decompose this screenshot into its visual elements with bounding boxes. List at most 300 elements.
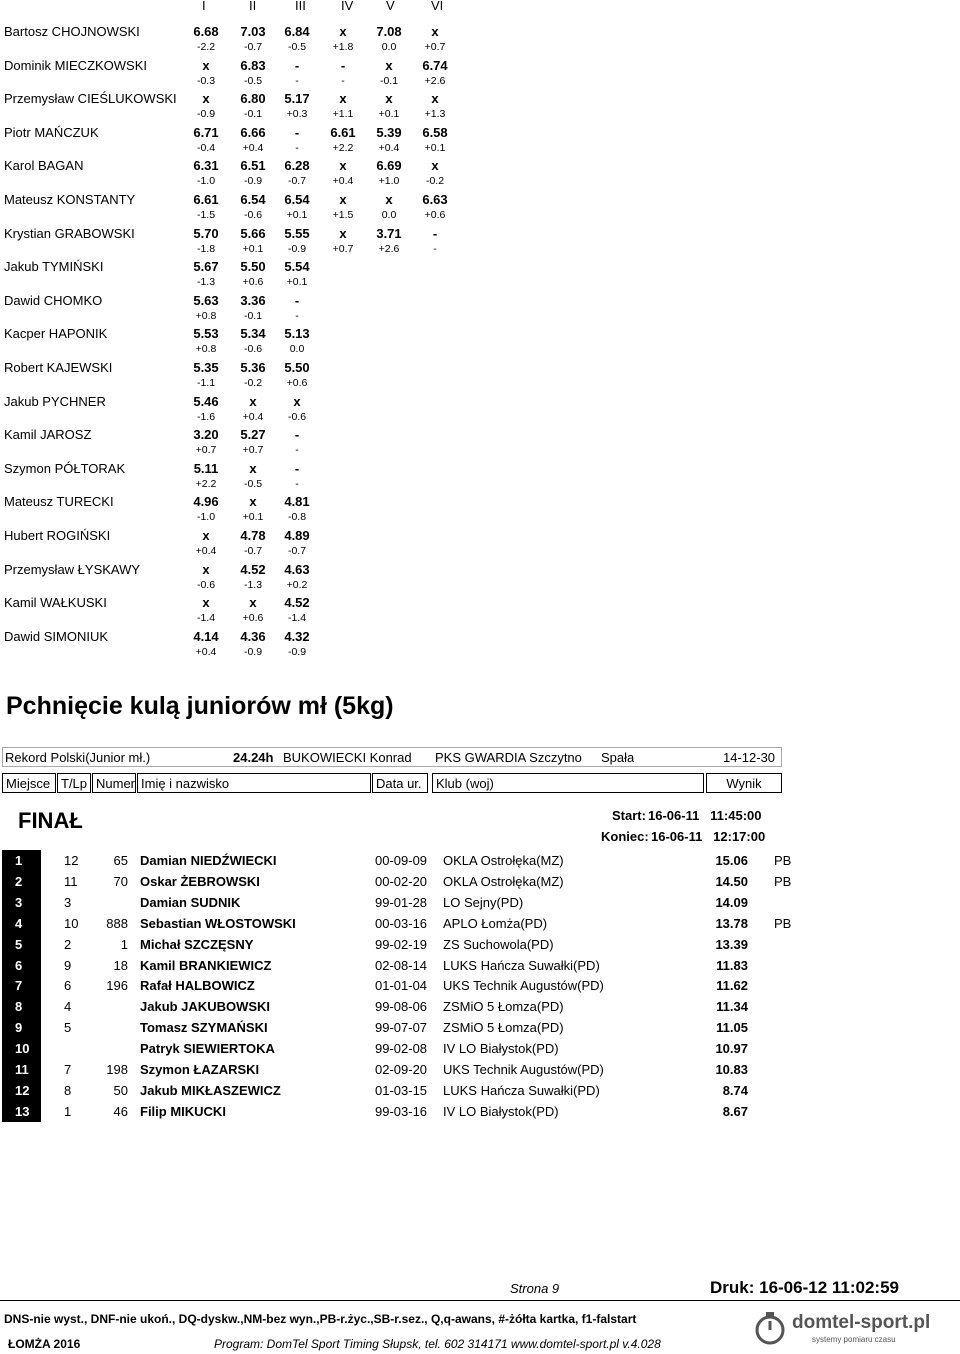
name-cell: Rafał HALBOWICZ xyxy=(140,978,255,994)
attempt-wind: +0.1 xyxy=(242,511,264,524)
attempt-result: 4.81 xyxy=(284,494,310,510)
table-row xyxy=(2,871,792,891)
lane-cell: 4 xyxy=(64,999,72,1015)
birth-cell: 01-03-15 xyxy=(375,1082,428,1098)
place-cell: 4 xyxy=(2,913,41,934)
attempt-wind: +1.3 xyxy=(424,108,446,121)
record-row xyxy=(2,747,782,767)
attempt-result: 6.28 xyxy=(284,158,310,174)
attempt-wind: -0.6 xyxy=(243,343,263,356)
name-cell: Jakub JAKUBOWSKI xyxy=(140,999,271,1015)
attempt-result: 5.35 xyxy=(193,360,219,375)
number-cell: 198 xyxy=(106,1062,128,1077)
attempt-result: 5.63 xyxy=(193,292,219,308)
lane-cell: 10 xyxy=(64,915,79,931)
attempt-wind: -0.6 xyxy=(196,578,216,591)
table-row xyxy=(2,1059,792,1079)
name-cell: Michał SZCZĘSNY xyxy=(140,936,254,952)
result-cell: 8.67 xyxy=(722,1103,748,1119)
place-cell: 12 xyxy=(2,1080,41,1101)
attempt-result: 5.50 xyxy=(240,259,266,275)
attempt-result: - xyxy=(294,460,300,476)
attempt-result: x xyxy=(431,158,439,174)
athlete-name: Szymon PÓŁTORAK xyxy=(4,460,126,476)
name-cell: Jakub MIKŁASZEWICZ xyxy=(140,1082,281,1098)
attempt-wind: -1.3 xyxy=(196,276,216,289)
result-cell: 11.83 xyxy=(716,957,748,973)
place-cell: 1 xyxy=(2,850,41,871)
attempt-result: x xyxy=(293,393,301,409)
attempt-wind: -0.1 xyxy=(243,309,263,322)
col-name: Imię i nazwisko xyxy=(137,773,371,793)
athlete-name: Mateusz TURECKI xyxy=(4,494,114,510)
attempt-wind: +0.1 xyxy=(286,209,308,221)
attempt-wind: +2.6 xyxy=(424,74,446,87)
number-cell: 888 xyxy=(106,915,128,931)
attempt-result: - xyxy=(294,427,300,443)
logo-subtext: systemy pomiaru czasu xyxy=(812,1335,896,1344)
attempt-wind: -0.7 xyxy=(243,41,263,53)
attempt-wind: +1.0 xyxy=(378,175,400,188)
athlete-name: Piotr MAŃCZUK xyxy=(4,124,99,140)
stopwatch-icon xyxy=(752,1310,788,1346)
record-label: Rekord Polski(Junior mł.) xyxy=(5,750,151,765)
club-cell: UKS Technik Augustów(PD) xyxy=(443,978,604,994)
attempt-result: x xyxy=(385,91,393,107)
athlete-name: Kamil WAŁKUSKI xyxy=(4,595,107,611)
record-club: PKS GWARDIA Szczytno xyxy=(435,750,582,765)
birth-cell: 00-02-20 xyxy=(375,873,428,889)
place-cell: 11 xyxy=(2,1059,41,1080)
attempt-wind: +0.6 xyxy=(242,276,264,289)
attempt-result: 6.84 xyxy=(284,24,310,39)
table-row xyxy=(2,934,792,954)
table-row xyxy=(2,996,792,1016)
attempt-wind: -1.3 xyxy=(243,578,263,591)
club-cell: ZSMiO 5 Łomza(PD) xyxy=(443,999,564,1015)
attempt-result: 4.14 xyxy=(193,628,219,644)
results-column-headers xyxy=(2,773,780,795)
attempt-wind: -1.0 xyxy=(196,175,216,188)
table-row xyxy=(2,955,792,975)
attempt-wind: 0.0 xyxy=(381,41,397,53)
name-cell: Damian SUDNIK xyxy=(140,894,241,910)
col-result: Wynik xyxy=(706,773,782,793)
birth-cell: 99-07-07 xyxy=(375,1020,428,1036)
place-cell: 8 xyxy=(2,996,41,1017)
athlete-name: Kamil JAROSZ xyxy=(4,427,92,443)
round-header: V xyxy=(386,0,395,13)
attempt-wind: +1.8 xyxy=(332,41,354,53)
birth-cell: 99-02-08 xyxy=(375,1041,428,1057)
club-cell: IV LO Białystok(PD) xyxy=(443,1103,559,1119)
attempt-result: 5.70 xyxy=(193,225,219,241)
attempt-result: 6.63 xyxy=(422,192,448,207)
attempt-result: 6.80 xyxy=(240,91,266,107)
attempt-result: 6.69 xyxy=(376,158,402,174)
result-cell: 14.50 xyxy=(715,873,748,889)
attempt-wind: +0.8 xyxy=(195,343,217,356)
name-cell: Patryk SIEWIERTOKA xyxy=(140,1041,275,1057)
attempt-result: 6.83 xyxy=(240,57,266,73)
club-cell: ZSMiO 5 Łomza(PD) xyxy=(443,1020,564,1036)
number-cell: 46 xyxy=(113,1103,128,1119)
col-lane: T/Lp xyxy=(57,773,91,793)
record-date: 14-12-30 xyxy=(723,750,776,765)
attempt-result: x xyxy=(339,158,347,174)
logo-text: domtel-sport.pl xyxy=(792,1312,931,1333)
attempt-result: 6.74 xyxy=(422,57,448,73)
attempt-result: x xyxy=(249,494,257,510)
place-cell: 3 xyxy=(2,892,41,913)
round-header: II xyxy=(249,0,257,13)
print-date: Druk: 16-06-12 11:02:59 xyxy=(710,1278,900,1297)
attempt-result: 5.39 xyxy=(376,124,402,140)
lane-cell: 7 xyxy=(64,1062,72,1077)
attempt-result: 6.66 xyxy=(240,124,266,140)
attempt-result: 6.54 xyxy=(284,192,310,207)
attempt-wind: -2.2 xyxy=(196,41,216,53)
name-cell: Sebastian WŁOSTOWSKI xyxy=(140,915,296,931)
attempt-result: x xyxy=(431,24,439,39)
place-cell: 9 xyxy=(2,1017,41,1038)
number-cell: 50 xyxy=(113,1082,128,1098)
number-cell: 65 xyxy=(113,853,128,868)
athlete-name: Dawid SIMONIUK xyxy=(4,628,109,644)
attempt-wind: +2.2 xyxy=(332,141,354,154)
attempt-result: 5.11 xyxy=(193,460,219,476)
attempt-wind: +0.1 xyxy=(424,141,446,154)
attempt-wind: -1.4 xyxy=(287,612,307,625)
attempt-wind: -0.1 xyxy=(243,108,263,121)
attempt-result: x xyxy=(431,91,439,107)
footer-rule xyxy=(0,1300,960,1301)
name-cell: Tomasz SZYMAŃSKI xyxy=(140,1020,268,1036)
attempt-result: x xyxy=(249,393,257,409)
attempt-wind: +0.7 xyxy=(424,41,446,53)
table-row xyxy=(2,1017,792,1037)
birth-cell: 01-01-04 xyxy=(375,978,428,994)
table-row xyxy=(2,892,792,912)
attempt-result: x xyxy=(339,24,347,39)
attempt-wind: -0.9 xyxy=(243,175,263,188)
attempt-wind: +0.4 xyxy=(242,141,264,154)
lane-cell: 1 xyxy=(64,1103,72,1119)
attempt-wind: -0.9 xyxy=(287,242,307,255)
table-row xyxy=(2,1038,792,1058)
attempt-wind: +2.6 xyxy=(378,242,400,255)
attempt-wind: - xyxy=(433,242,437,255)
table-row xyxy=(2,850,792,870)
attempt-wind: -0.5 xyxy=(243,477,263,490)
athlete-name: Mateusz KONSTANTY xyxy=(4,192,136,207)
attempt-result: 5.17 xyxy=(284,91,310,107)
result-cell: 13.78 xyxy=(715,915,748,931)
attempt-result: 5.55 xyxy=(284,225,310,241)
attempt-result: 4.52 xyxy=(240,561,266,577)
number-cell: 1 xyxy=(120,936,128,952)
attempt-wind: +0.6 xyxy=(286,377,308,389)
attempt-result: 4.52 xyxy=(284,595,310,611)
lane-cell: 2 xyxy=(64,936,72,952)
birth-cell: 02-09-20 xyxy=(375,1062,428,1077)
attempt-wind: -0.9 xyxy=(196,108,216,121)
attempt-result: 4.63 xyxy=(284,561,310,577)
athlete-name: Bartosz CHOJNOWSKI xyxy=(4,24,140,39)
round-header: IV xyxy=(341,0,354,13)
attempt-wind: -0.7 xyxy=(287,545,307,557)
attempt-result: 4.96 xyxy=(193,494,219,510)
attempt-result: 6.61 xyxy=(330,124,356,140)
attempt-result: 3.20 xyxy=(193,427,219,443)
attempt-wind: -1.6 xyxy=(196,410,216,423)
lane-cell: 3 xyxy=(64,894,72,910)
attempt-wind: +1.1 xyxy=(332,108,354,121)
attempt-result: 5.54 xyxy=(284,259,310,275)
athlete-name: Kacper HAPONIK xyxy=(4,326,108,342)
attempt-wind: -0.1 xyxy=(379,74,399,87)
attempt-result: x xyxy=(202,595,210,611)
attempt-result: - xyxy=(294,57,300,73)
attempt-wind: +0.4 xyxy=(332,175,354,188)
attempt-result: x xyxy=(385,192,393,207)
result-cell: 11.62 xyxy=(716,978,748,994)
attempt-result: - xyxy=(340,57,346,73)
result-cell: 10.97 xyxy=(715,1041,748,1057)
athlete-name: Karol BAGAN xyxy=(4,158,84,174)
table-row xyxy=(2,1080,792,1100)
result-cell: 13.39 xyxy=(715,936,748,952)
athlete-name: Krystian GRABOWSKI xyxy=(4,225,135,241)
attempt-wind: -0.7 xyxy=(243,545,263,557)
club-cell: OKLA Ostrołęka(MZ) xyxy=(443,873,564,889)
attempt-wind: +0.7 xyxy=(332,242,354,255)
result-cell: 15.06 xyxy=(715,853,748,868)
birth-cell: 99-01-28 xyxy=(375,894,428,910)
lane-cell: 9 xyxy=(64,957,72,973)
attempt-wind: -0.2 xyxy=(243,377,263,389)
attempt-wind: -0.5 xyxy=(243,74,263,87)
attempt-wind: -0.8 xyxy=(287,511,307,524)
place-cell: 2 xyxy=(2,871,41,892)
col-place: Miejsce xyxy=(2,773,56,793)
attempt-result: - xyxy=(294,292,300,308)
start-time: 16-06-11 11:45:00 xyxy=(648,808,762,823)
attempt-wind: - xyxy=(295,477,299,490)
attempt-result: 4.32 xyxy=(284,628,310,644)
attempt-result: 6.68 xyxy=(193,24,219,39)
attempt-wind: +0.4 xyxy=(195,545,217,557)
attempt-result: 5.46 xyxy=(193,393,219,409)
end-time: 16-06-11 12:17:00 xyxy=(651,829,766,844)
attempt-result: 5.50 xyxy=(284,360,310,375)
birth-cell: 00-03-16 xyxy=(375,915,428,931)
lane-cell: 8 xyxy=(64,1082,72,1098)
note-cell: PB xyxy=(774,915,792,931)
result-cell: 11.05 xyxy=(716,1020,748,1036)
attempt-result: 7.03 xyxy=(240,24,266,39)
attempt-result: 5.36 xyxy=(240,360,266,375)
lane-cell: 5 xyxy=(64,1020,72,1036)
attempt-wind: +0.6 xyxy=(242,612,264,625)
col-number: Numer xyxy=(92,773,136,793)
result-cell: 8.74 xyxy=(722,1082,748,1098)
lane-cell: 11 xyxy=(64,873,78,889)
athlete-name: Robert KAJEWSKI xyxy=(4,360,113,375)
table-row xyxy=(2,975,792,995)
number-cell: 196 xyxy=(106,978,128,994)
attempt-wind: - xyxy=(295,141,299,154)
attempt-wind: -1.0 xyxy=(196,511,216,524)
attempt-result: 5.66 xyxy=(240,225,266,241)
attempt-result: 6.54 xyxy=(240,192,266,207)
number-cell: 18 xyxy=(113,957,128,973)
note-cell: PB xyxy=(774,853,792,868)
club-cell: APLO Łomża(PD) xyxy=(443,915,548,931)
athlete-name: Przemysław CIEŚLUKOWSKI xyxy=(4,91,177,107)
attempt-wind: +0.3 xyxy=(286,108,308,121)
attempt-wind: +0.4 xyxy=(242,410,264,423)
attempt-wind: -1.4 xyxy=(196,612,216,625)
attempt-wind: +1.5 xyxy=(332,209,354,221)
attempt-result: x xyxy=(385,57,393,73)
attempt-result: 6.31 xyxy=(193,158,219,174)
round-header: VI xyxy=(431,0,444,13)
attempt-result: x xyxy=(249,460,257,476)
start-label: Start: xyxy=(612,808,646,823)
place-cell: 5 xyxy=(2,934,41,955)
attempt-wind: +2.2 xyxy=(195,477,217,490)
attempt-result: - xyxy=(294,124,300,140)
club-cell: LUKS Hańcza Suwałki(PD) xyxy=(443,1082,600,1098)
attempt-result: x xyxy=(339,225,347,241)
table-row xyxy=(2,1101,792,1121)
program-info: Program: DomTel Sport Timing Słupsk, tel. 602 314171 www.domtel-sport.pl v.4.028 xyxy=(214,1337,661,1351)
attempt-result: 7.08 xyxy=(376,24,402,39)
birth-cell: 99-08-06 xyxy=(375,999,428,1015)
attempt-result: 6.51 xyxy=(240,158,266,174)
place-cell: 7 xyxy=(2,975,41,996)
round-header: I xyxy=(202,0,206,13)
attempt-result: 6.58 xyxy=(422,124,448,140)
athlete-name: Dominik MIECZKOWSKI xyxy=(4,57,148,73)
attempt-wind: +0.1 xyxy=(286,276,308,289)
attempt-result: x xyxy=(202,528,210,543)
lane-cell: 12 xyxy=(64,853,79,868)
attempt-wind: -1.5 xyxy=(196,209,216,221)
attempt-wind: +0.1 xyxy=(242,242,264,255)
attempt-wind: - xyxy=(295,74,299,87)
attempt-wind: -0.9 xyxy=(287,645,307,658)
attempt-wind: 0.0 xyxy=(289,343,305,356)
attempt-wind: - xyxy=(341,74,345,87)
athlete-name: Dawid CHOMKO xyxy=(4,292,103,308)
attempt-result: 5.27 xyxy=(240,427,266,443)
club-cell: UKS Technik Augustów(PD) xyxy=(443,1062,604,1077)
attempt-result: 6.71 xyxy=(193,124,219,140)
attempt-result: x xyxy=(202,57,210,73)
domtel-logo xyxy=(752,1308,931,1348)
place-cell: 6 xyxy=(2,955,41,976)
club-cell: OKLA Ostrołęka(MZ) xyxy=(443,853,564,868)
attempt-result: - xyxy=(432,225,438,241)
birth-cell: 99-03-16 xyxy=(375,1103,428,1119)
birth-cell: 02-08-14 xyxy=(375,957,428,973)
athlete-name: Hubert ROGIŃSKI xyxy=(4,528,111,543)
attempt-wind: +0.2 xyxy=(286,578,308,591)
attempt-wind: -0.4 xyxy=(196,141,216,154)
attempt-wind: 0.0 xyxy=(381,209,397,221)
attempt-result: 5.34 xyxy=(240,326,266,342)
attempt-wind: -0.6 xyxy=(243,209,263,221)
place-cell: 10 xyxy=(2,1038,41,1059)
attempt-wind: - xyxy=(295,309,299,322)
attempt-wind: +0.6 xyxy=(424,209,446,221)
attempt-result: 5.67 xyxy=(193,259,219,275)
end-label: Koniec: xyxy=(601,829,649,844)
attempt-result: 3.71 xyxy=(376,225,402,241)
place-cell: 13 xyxy=(2,1101,41,1122)
attempt-result: 3.36 xyxy=(240,292,266,308)
athlete-name: Jakub PYCHNER xyxy=(4,393,106,409)
number-cell: 70 xyxy=(113,873,128,889)
col-birth: Data ur. xyxy=(372,773,428,793)
athlete-name: Przemysław ŁYSKAWY xyxy=(4,561,141,577)
attempt-wind: -0.9 xyxy=(243,645,263,658)
name-cell: Damian NIEDŹWIECKI xyxy=(140,853,277,868)
club-cell: ZS Suchowola(PD) xyxy=(443,936,554,952)
attempt-wind: -0.5 xyxy=(287,41,307,53)
location: ŁOMŻA 2016 xyxy=(8,1337,81,1351)
birth-cell: 99-02-19 xyxy=(375,936,428,952)
club-cell: IV LO Białystok(PD) xyxy=(443,1041,559,1057)
attempt-result: 6.61 xyxy=(193,192,219,207)
record-value: 24.24h xyxy=(233,750,274,765)
record-place: Spała xyxy=(601,750,635,765)
attempt-wind: -0.2 xyxy=(425,175,445,188)
col-club: Klub (woj) xyxy=(432,773,704,793)
club-cell: LUKS Hańcza Suwałki(PD) xyxy=(443,957,600,973)
attempt-wind: -0.6 xyxy=(287,410,307,423)
lane-cell: 6 xyxy=(64,978,72,994)
attempt-wind: +0.4 xyxy=(378,141,400,154)
attempt-wind: +0.1 xyxy=(378,108,400,121)
record-holder: BUKOWIECKI Konrad xyxy=(283,750,412,765)
attempt-result: 4.36 xyxy=(240,628,266,644)
club-cell: LO Sejny(PD) xyxy=(443,894,524,910)
attempt-result: x xyxy=(339,192,347,207)
final-label: FINAŁ xyxy=(18,808,83,833)
attempt-wind: +0.4 xyxy=(195,645,217,658)
name-cell: Oskar ŻEBROWSKI xyxy=(140,873,260,889)
name-cell: Szymon ŁAZARSKI xyxy=(140,1062,260,1077)
attempt-wind: - xyxy=(295,444,299,457)
round-header: III xyxy=(295,0,306,13)
athlete-name: Jakub TYMIŃSKI xyxy=(4,259,104,275)
name-cell: Kamil BRANKIEWICZ xyxy=(140,957,272,973)
attempt-result: x xyxy=(339,91,347,107)
result-cell: 10.83 xyxy=(715,1062,748,1077)
attempt-wind: +0.7 xyxy=(195,444,217,457)
attempt-result: x xyxy=(202,561,210,577)
attempt-result: 5.13 xyxy=(284,326,310,342)
page-number: Strona 9 xyxy=(510,1281,560,1296)
attempt-wind: -1.8 xyxy=(196,242,216,255)
attempt-result: 4.89 xyxy=(284,528,310,543)
attempt-wind: -0.3 xyxy=(196,74,216,87)
attempt-wind: -1.1 xyxy=(196,377,216,389)
attempt-result: 4.78 xyxy=(240,528,266,543)
